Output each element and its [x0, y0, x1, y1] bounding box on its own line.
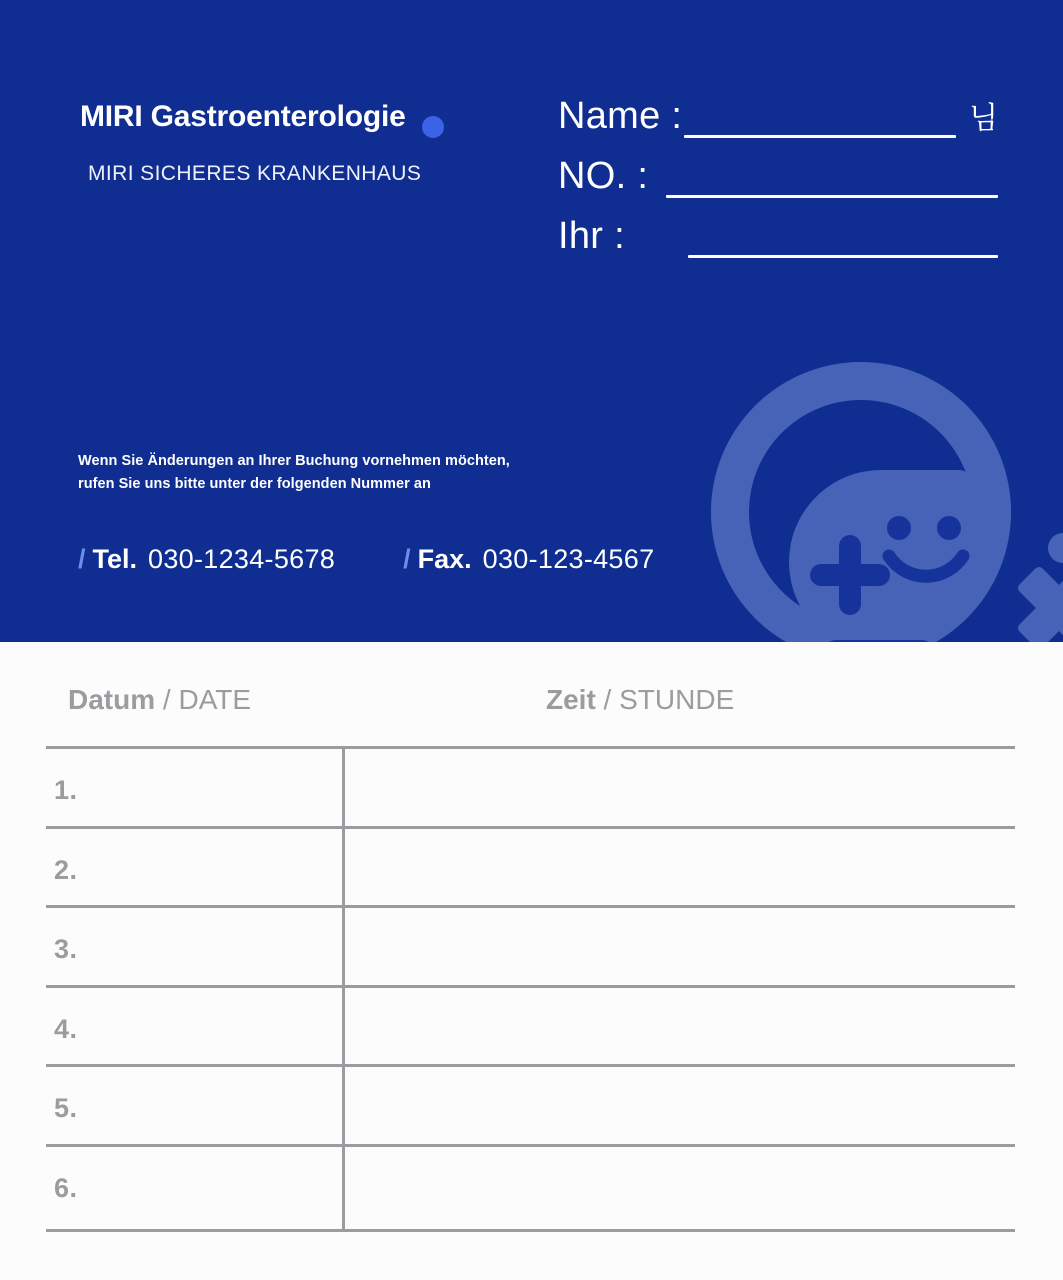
brand-block — [80, 100, 500, 186]
table-row[interactable] — [46, 1144, 1015, 1224]
row-number: 4. — [54, 1013, 78, 1044]
row-divider — [46, 746, 1015, 749]
table-row[interactable] — [46, 746, 1015, 826]
row-divider — [46, 1144, 1015, 1147]
row-number: 5. — [54, 1093, 78, 1123]
notice-line-1: Wenn Sie Änderungen an Ihrer Buchung vornehmen möchten, — [78, 453, 510, 469]
name-field-label: Name : — [558, 95, 683, 137]
table-row[interactable] — [46, 1064, 1015, 1144]
column-header-date-separator: / — [155, 684, 179, 715]
brand-subtitle: MIRI SICHERES KRANKENHAUS — [88, 162, 422, 185]
slash-accent-icon: / — [78, 544, 86, 574]
table-row[interactable] — [46, 826, 1015, 906]
row-number: 1. — [54, 775, 78, 805]
row-divider — [46, 826, 1015, 829]
row-divider — [46, 905, 1015, 908]
name-honorific-suffix: 님 — [969, 102, 998, 135]
telephone-label: Tel. — [92, 544, 138, 574]
table-row[interactable] — [46, 985, 1015, 1065]
no-field-label: NO. : — [558, 155, 649, 197]
appointment-grid — [46, 746, 1015, 1232]
ihr-field-label: Ihr : — [558, 215, 625, 257]
field-row-no — [558, 144, 998, 204]
brand-title: MIRI Gastroenterologie — [80, 100, 406, 133]
contact-block — [78, 544, 654, 575]
no-field-input[interactable] — [666, 195, 998, 198]
name-field-input[interactable] — [684, 135, 956, 138]
patient-fields — [558, 84, 998, 264]
column-header-time-secondary: STUNDE — [619, 684, 735, 715]
smiling-face-circle-watermark-icon — [671, 352, 1063, 642]
accent-dot-icon — [422, 116, 444, 138]
column-header-time-separator: / — [595, 684, 620, 715]
grid-bottom-divider — [46, 1229, 1015, 1232]
table-column-headers — [0, 642, 1063, 742]
slash-accent-icon: / — [403, 544, 411, 574]
fax-entry — [403, 544, 654, 575]
fax-label: Fax. — [417, 544, 472, 574]
column-header-date-primary: Datum — [68, 684, 156, 715]
ihr-field-input[interactable] — [688, 255, 998, 258]
row-divider — [46, 1064, 1015, 1067]
row-divider — [46, 985, 1015, 988]
column-header-date-secondary: DATE — [178, 684, 252, 715]
column-header-date — [68, 684, 251, 716]
change-booking-notice — [78, 450, 598, 497]
field-row-name — [558, 84, 998, 144]
column-header-time-primary: Zeit — [546, 684, 596, 715]
column-header-time — [546, 684, 734, 716]
fax-number: 030-123-4567 — [482, 544, 655, 574]
table-row[interactable] — [46, 905, 1015, 985]
row-number: 6. — [54, 1172, 78, 1203]
notice-line-2: rufen Sie uns bitte unter der folgenden Nummer an — [78, 476, 431, 493]
telephone-entry — [78, 544, 335, 575]
telephone-number: 030-1234-5678 — [148, 544, 336, 574]
appointment-table-section — [0, 642, 1063, 1280]
field-row-ihr — [558, 204, 998, 264]
row-number: 3. — [54, 934, 78, 964]
row-number: 2. — [54, 854, 78, 885]
